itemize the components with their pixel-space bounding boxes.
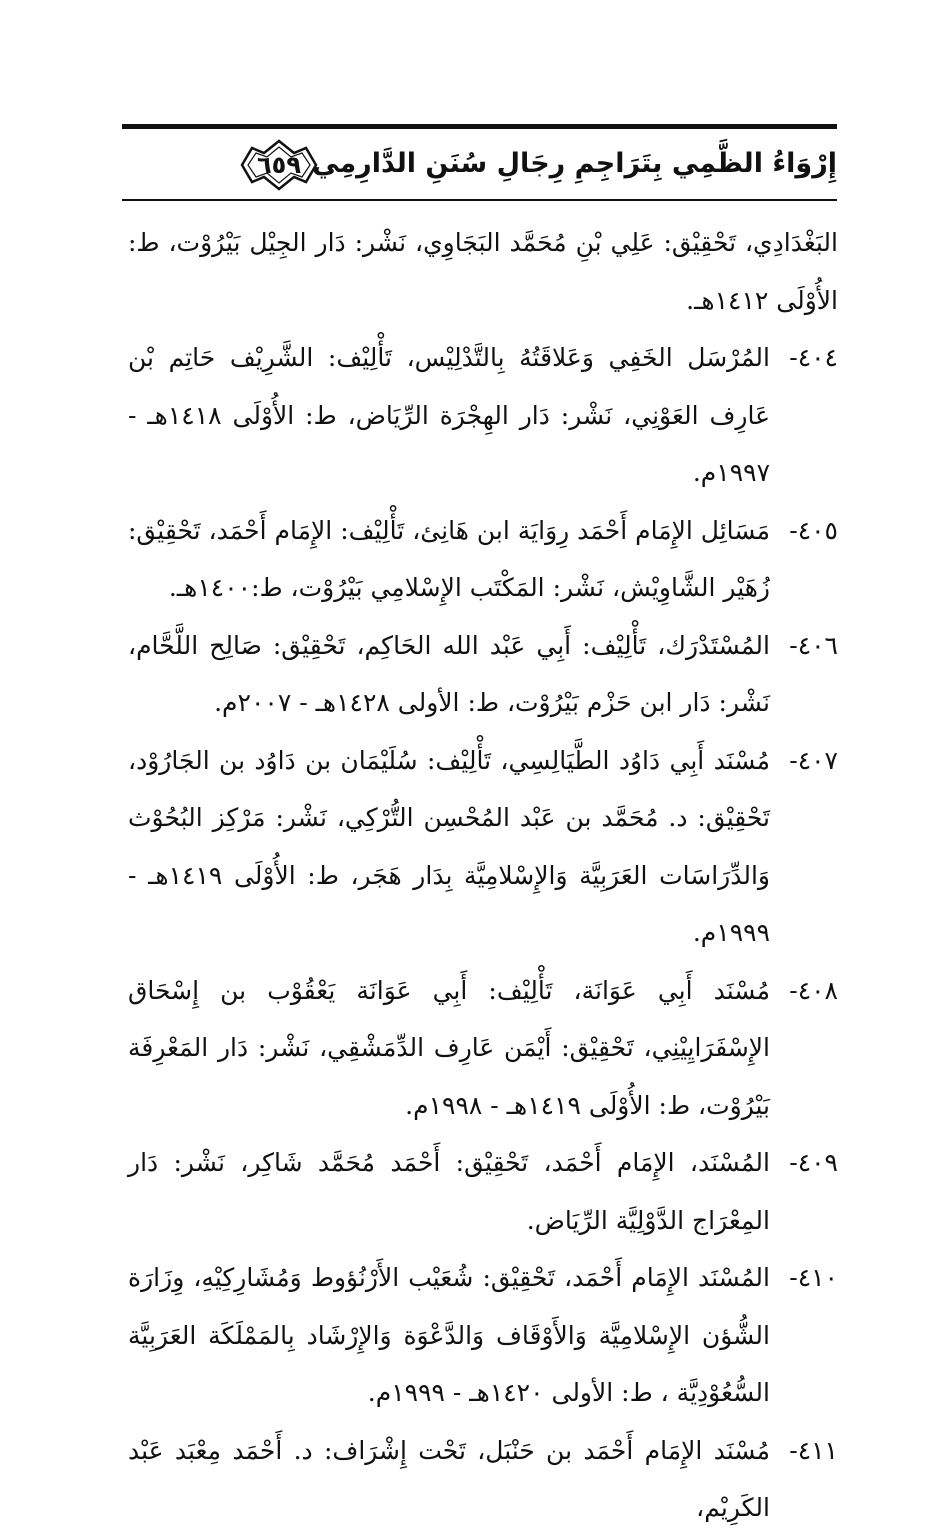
entry-number: ٤٠٨-	[789, 975, 838, 1005]
entry-number: ٤٠٧-	[789, 745, 838, 775]
entry-text: مَسَائِل الإِمَام أَحْمَد رِوَايَة ابن هَانِئ، تَأْلِيْف: الإِمَام أَحْمَد، تَحْقِيْق: زُهَيْر الشَّاوِيْش، نَشْر: المَكْتَب الإِسْلامِي بَيْرُوْت، ط:١٤٠٠هـ.	[128, 515, 770, 602]
entry-number: ٤١٠-	[789, 1263, 838, 1292]
continued-entry	[128, 214, 838, 329]
entry-text: مُسْنَد الإِمَام أَحْمَد بن حَنْبَل، تَحْت إِشْرَاف: د. أَحْمَد مِعْبَد عَبْد الكَرِيْم،	[128, 1435, 770, 1522]
reference-entry-406	[128, 617, 838, 732]
reference-entry-410	[128, 1249, 838, 1422]
header-rule-thin	[122, 199, 837, 201]
entry-text: المُسْنَد الإِمَام أَحْمَد، تَحْقِيْق: شُعَيْب الأَرْنُؤوط وَمُشَارِكِيْهِ، وِزَارَة الشُّؤن الإِسْلامِيَّة وَالأَوْقَاف وَالدَّعْوَة وَالإِرْشَاد بِالمَمْلَكَة العَرَبِيَّة السُّعُوْدِيَّة ، ط: الأولى ١٤٢٠هـ - ١٩٩٩م.	[128, 1263, 770, 1407]
entry-number: ٤٠٥-	[789, 515, 838, 545]
reference-entry-408	[128, 962, 838, 1135]
entry-text: مُسْنَد أَبِي عَوَانَة، تَأْلِيْف: أَبِي عَوَانَة يَعْقُوْب بن إِسْحَاق الإِسْفَرَايِيْنِي، تَحْقِيْق: أَيْمَن عَارِف الدِّمَشْقِي، نَشْر: دَار المَعْرِفَة بَيْرُوْت، ط: الأُوْلَى ١٤١٩هـ - ١٩٩٨م.	[128, 975, 770, 1120]
reference-entry-405	[128, 502, 838, 617]
entry-number: ٤٠٤-	[789, 343, 838, 372]
entry-text: المُسْتَدْرَك، تَأْلِيْف: أَبِي عَبْد الله الحَاكِم، تَحْقِيْق: صَالِح اللَّحَّام، نَشْر: دَار ابن حَزْم بَيْرُوْت، ط: الأولى ١٤٢٨هـ - ٢٠٠٧م.	[128, 630, 770, 717]
running-title: إِرْوَاءُ الظَّمِي بِتَرَاجِمِ رِجَالِ سُنَنِ الدَّارِمِي	[312, 148, 837, 179]
entry-text: المُرْسَل الخَفِي وَعَلاقَتُهُ بِالتَّدْلِيْس، تَأْلِيْف: الشَّرِيْف حَاتِم بْن عَارِف العَوْنِي، نَشْر: دَار الهِجْرَة الرِّيَاض، ط: الأُوْلَى ١٤١٨هـ - ١٩٩٧م.	[128, 343, 771, 487]
reference-entry-411	[128, 1422, 838, 1537]
entry-number: ٤١١-	[789, 1435, 838, 1465]
entry-number: ٤٠٦-	[789, 630, 838, 660]
reference-entry-409	[128, 1134, 838, 1249]
page-number-badge	[240, 138, 318, 192]
reference-list	[128, 214, 838, 1537]
entry-text: المُسْنَد، الإِمَام أَحْمَد، تَحْقِيْق: أَحْمَد مُحَمَّد شَاكِر، نَشْر: دَار المِعْرَاج الدَّوْلِيَّة الرِّيَاض.	[128, 1148, 770, 1235]
entry-number: ٤٠٩-	[789, 1148, 838, 1177]
reference-entry-407	[128, 732, 838, 962]
page-number: ٦٥٩	[257, 151, 301, 179]
reference-entry-404	[128, 329, 838, 502]
header-rule-thick	[122, 124, 837, 129]
entry-text: مُسْنَد أَبِي دَاوُد الطَّيَالِسِي، تَأْلِيْف: سُلَيْمَان بن دَاوُد بن الجَارُوْد، تَحْقِيْق: د. مُحَمَّد بن عَبْد المُحْسِن التُّرْكِي، نَشْر: مَرْكِز البُحُوْث وَالدِّرَاسَات العَرَبِيَّة وَالإِسْلامِيَّة بِدَار هَجَر، ط: الأُوْلَى ١٤١٩هـ - ١٩٩٩م.	[128, 745, 770, 947]
entry-text: البَغْدَادِي، تَحْقِيْق: عَلِي بْنِ مُحَمَّد البَجَاوِي، نَشْر: دَار الجِيْل بَيْرُوْت، ط: الأُوْلَى ١٤١٢هـ.	[128, 228, 838, 315]
